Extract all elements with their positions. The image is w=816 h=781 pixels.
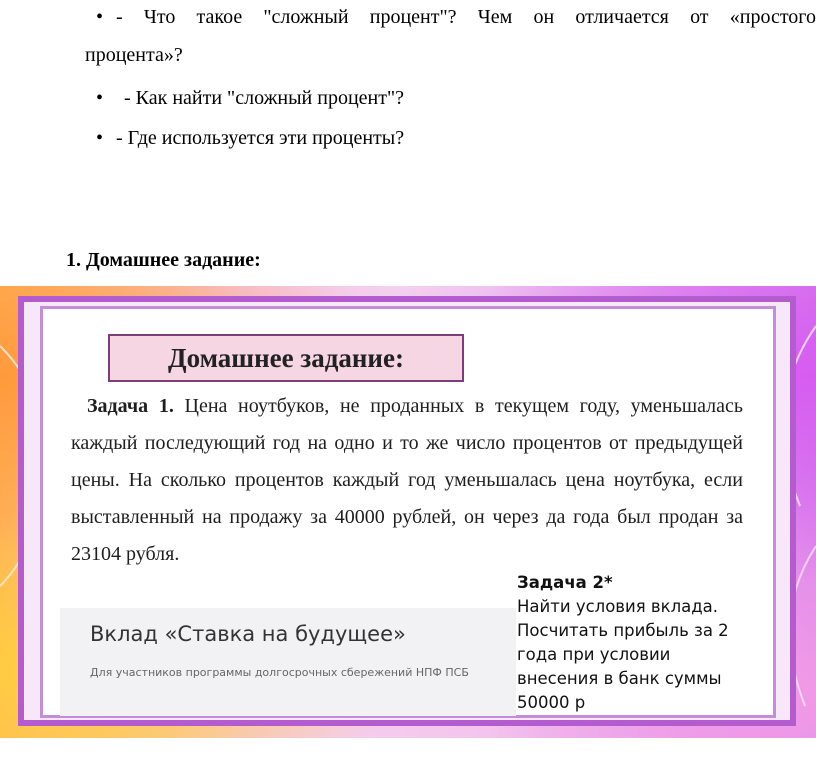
bullet-icon: • [96, 87, 104, 109]
task1-paragraph [71, 388, 743, 573]
bullet-icon: • [96, 6, 104, 28]
question-text: - Где используется эти проценты? [116, 127, 405, 149]
task1-text: Цена ноутбуков, не проданных в текущем году, уменьшалась каждый последующий год на одно и то же число процентов от предыдущей цены. На сколько процентов каждый год уменьшалась цена ноутбука, если выставленный на продажу за 40000 рублей, он через да года был продан за 23104 рубля. [71, 395, 744, 565]
deposit-subtitle: Для участников программы долгосрочных сбережений НПФ ПСБ [90, 666, 469, 679]
bullet-icon: • [96, 127, 104, 149]
homework-slide-image [0, 286, 816, 738]
task1-label: Задача 1. [87, 395, 174, 417]
deposit-card [60, 608, 516, 716]
deposit-title: Вклад «Ставка на будущее» [90, 622, 406, 646]
homework-heading: 1. Домашнее задание: [66, 249, 261, 271]
question-text: - Что такое "сложный процент"? Чем он отличается от «простого [116, 6, 816, 28]
task2-block [517, 571, 757, 715]
task2-title: Задача 2* [517, 573, 613, 592]
task2-line: Посчитать прибыль за 2 [517, 621, 729, 640]
task2-line: года при условии [517, 645, 671, 664]
task2-line: внесения в банк суммы [517, 669, 722, 688]
question-text-continuation: процента»? [85, 44, 183, 66]
task2-line: Найти условия вклада. [517, 597, 719, 616]
task2-line: 50000 р [517, 693, 586, 712]
question-text: - Как найти "сложный процент"? [124, 87, 405, 109]
slide-title: Домашнее задание: [108, 334, 464, 382]
